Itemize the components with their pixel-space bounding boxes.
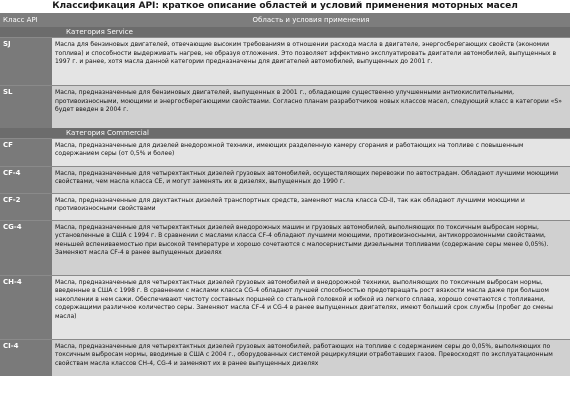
class-description: Масла, предназначенные для четырехтактных дизелей внедорожных машин и грузовых автомобилей, выполняющих по токсичным выбросам нормы, установленные в США с 1994 г. В сравнении с маслами класса CF-4 обладают лучшими моющими, противоизносными, антикоррозионными свойствами, меньшей вспениваемостью при высокой температуре и хорошо сочетаются с малосернистыми дизельными топливами (содержание серы менее 0,05%). Заменяют масла CF-4 в ранее выпущенных дизелях (52, 220, 570, 275)
class-description: Масла, предназначенные для четырехтактных дизелей грузовых автомобилей и внедорожной техники, выполняющих по токсичным выбросам нормы, введенные в США с 1998 г. В сравнении с маслами класса CG-4 обладают лучшей способностью предотвращать рост вязкости масла даже при большом накоплении в нем сажи. Обеспечивают чистоту составных поршней со стальной головкой и юбкой из легкого сплава, хорошо сочетаются с топливами, содержащими различное количество серы. Заменяют масла CF-4 и CG-4 в ранее выпущенных двигателях, имеют больший срок службы (пробег до смены масла) (52, 275, 570, 339)
table-row (0, 138, 570, 166)
class-code: CG-4 (0, 220, 52, 275)
class-code: SL (0, 86, 52, 128)
class-code: CI-4 (0, 339, 52, 376)
category-row-commercial (0, 128, 570, 139)
class-description: Масла для бензиновых двигателей, отвечающие высоким требованиям в отношении расхода масла в двигателе, энергосберегающих свойств (экономии топлива) и способности выдерживать нагрев, не образуя отложения. Это позволяет эффективно эксплуатировать двигатели автомобилей, выпущенных в 1997 г. и ранее, хотя масла данной категории предназначены для двигателей автомобилей, выпущенных до 2001 г. (52, 38, 570, 86)
table-header-row (0, 13, 570, 27)
class-description: Масла, предназначенные для четырехтактных дизелей грузовых автомобилей, работающих на топливе с содержанием серы до 0,05%, выполняющих по токсичным выбросам нормы, вводимые в США с 2004 г., оборудованных системой рециркуляции отработавших газов. Превосходят по эксплуатационным свойствам масла классов CH-4, CG-4 и заменяют их в ранее выпущенных дизелях (52, 339, 570, 376)
category-row-service (0, 27, 570, 38)
class-description: Масла, предназначенные для бензиновых двигателей, выпущенных в 2001 г., обладающие существенно улучшенными антиокислительными, противоизносными, моющими и энергосберегающими свойствами. Согласно планам разработчиков новых классов масел, следующий класс в категории «S» будет введен в 2004 г. (52, 86, 570, 128)
table-row (0, 38, 570, 86)
class-code: CH-4 (0, 275, 52, 339)
page-title: Классификация API: краткое описание областей и условий применения моторных масел (52, 1, 518, 11)
table-row (0, 275, 570, 339)
table-row (0, 86, 570, 128)
column-header-class: Класс API (0, 13, 52, 27)
class-code: CF-2 (0, 193, 52, 220)
table-row (0, 220, 570, 275)
table-row (0, 166, 570, 193)
api-classification-table (0, 13, 570, 376)
class-code: CF (0, 138, 52, 166)
category-label: Категория Service (52, 27, 570, 38)
class-description: Масла, предназначенные для двухтактных дизелей транспортных средств, заменяют масла класса CD-II, так как обладают лучшими моющими и противоизносными свойствами (52, 193, 570, 220)
class-description: Масла, предназначенные для дизелей внедорожной техники, имеющих разделенную камеру сгорания и работающих на топливе с повышенным содержанием серы (от 0,5% и более) (52, 138, 570, 166)
column-header-area: Область и условия применения (52, 13, 570, 27)
category-label: Категория Commercial (52, 128, 570, 139)
table-row (0, 193, 570, 220)
class-description: Масла, предназначенные для четырехтактных дизелей грузовых автомобилей, осуществляющих перевозки по автострадам. Обладают лучшими моющими свойствами, чем масла класса CE, и могут заменять их в дизелях, выпущенных до 1990 г. (52, 166, 570, 193)
class-code: CF-4 (0, 166, 52, 193)
class-code: SJ (0, 38, 52, 86)
table-row (0, 339, 570, 376)
